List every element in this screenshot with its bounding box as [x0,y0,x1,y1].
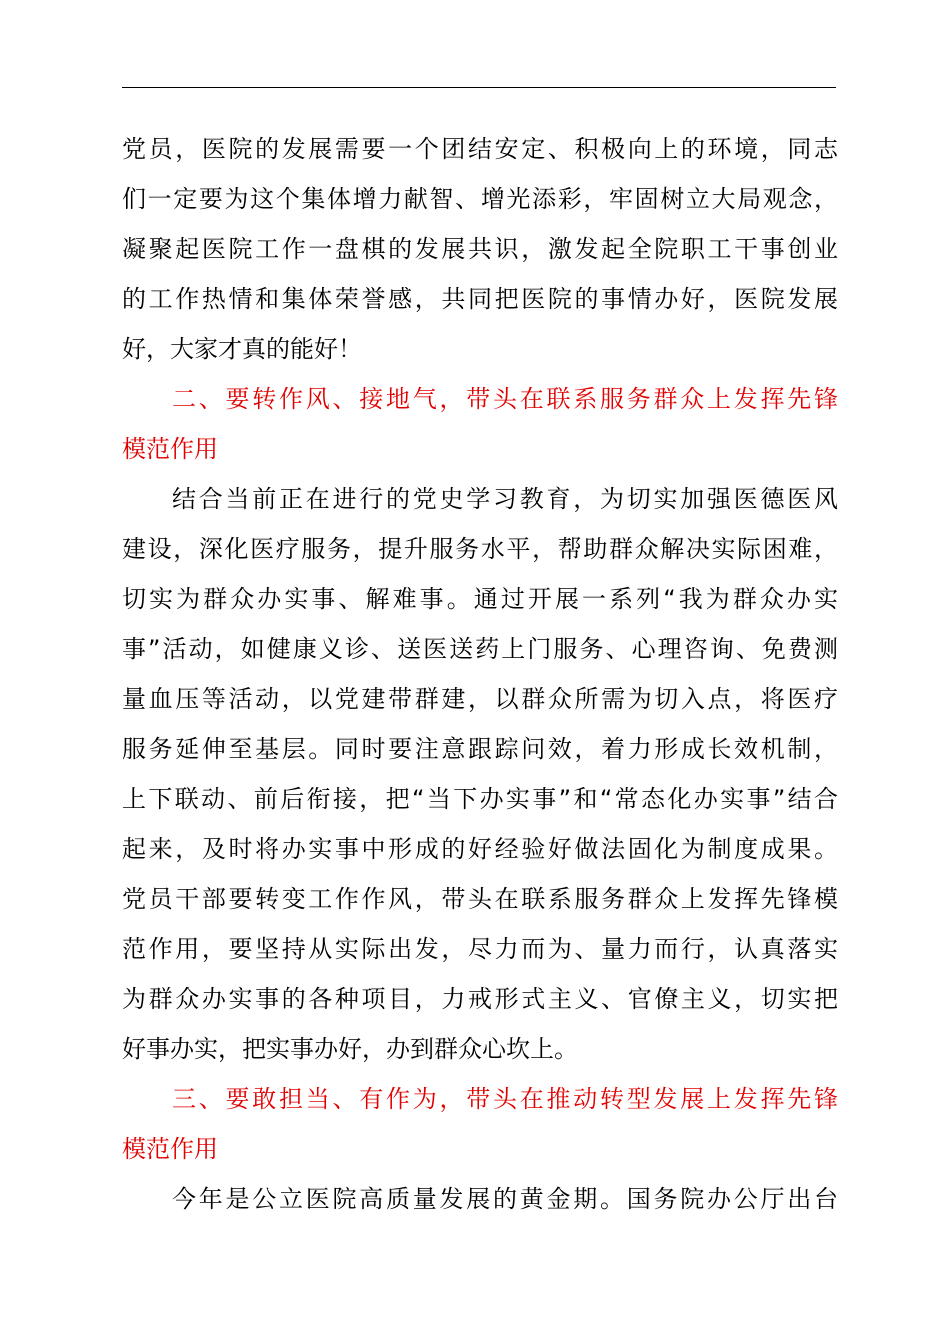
paragraph-line: 凝聚起医院工作一盘棋的发展共识，激发起全院职工干事创业 [122,235,838,263]
paragraph-line: 事”活动，如健康义诊、送医送药上门服务、心理咨询、免费测 [122,635,838,663]
paragraph-line: 上下联动、前后衔接，把“当下办实事”和“常态化办实事”结合 [122,785,838,813]
header-rule [122,87,836,88]
paragraph-line: 服务延伸至基层。同时要注意跟踪问效，着力形成长效机制， [122,735,838,763]
paragraph-line: 切实为群众办实事、解难事。通过开展一系列“我为群众办实 [122,585,838,613]
paragraph-line: 党员，医院的发展需要一个团结安定、积极向上的环境，同志 [122,135,838,163]
section-heading-line: 模范作用 [122,435,218,463]
paragraph-line: 今年是公立医院高质量发展的黄金期。国务院办公厅出台 [172,1185,838,1213]
paragraph-line: 好事办实，把实事办好，办到群众心坎上。 [122,1035,578,1063]
paragraph-line: 建设，深化医疗服务，提升服务水平，帮助群众解决实际困难， [122,535,838,563]
section-heading-line: 模范作用 [122,1135,218,1163]
paragraph-line: 范作用，要坚持从实际出发，尽力而为、量力而行，认真落实 [122,935,838,963]
paragraph-line: 好，大家才真的能好！ [122,335,362,363]
paragraph-line: 们一定要为这个集体增力献智、增光添彩，牢固树立大局观念， [122,185,838,213]
paragraph-line: 量血压等活动，以党建带群建，以群众所需为切入点，将医疗 [122,685,838,713]
section-heading-line: 二、要转作风、接地气，带头在联系服务群众上发挥先锋 [172,385,838,413]
section-heading-line: 三、要敢担当、有作为，带头在推动转型发展上发挥先锋 [172,1085,838,1113]
paragraph-line: 的工作热情和集体荣誉感，共同把医院的事情办好，医院发展 [122,285,838,313]
paragraph-line: 党员干部要转变工作作风，带头在联系服务群众上发挥先锋模 [122,885,838,913]
document-body [122,124,838,1224]
paragraph-line: 结合当前正在进行的党史学习教育，为切实加强医德医风 [172,485,838,513]
paragraph-line: 起来，及时将办实事中形成的好经验好做法固化为制度成果。 [122,835,838,863]
paragraph-line: 为群众办实事的各种项目，力戒形式主义、官僚主义，切实把 [122,985,838,1013]
